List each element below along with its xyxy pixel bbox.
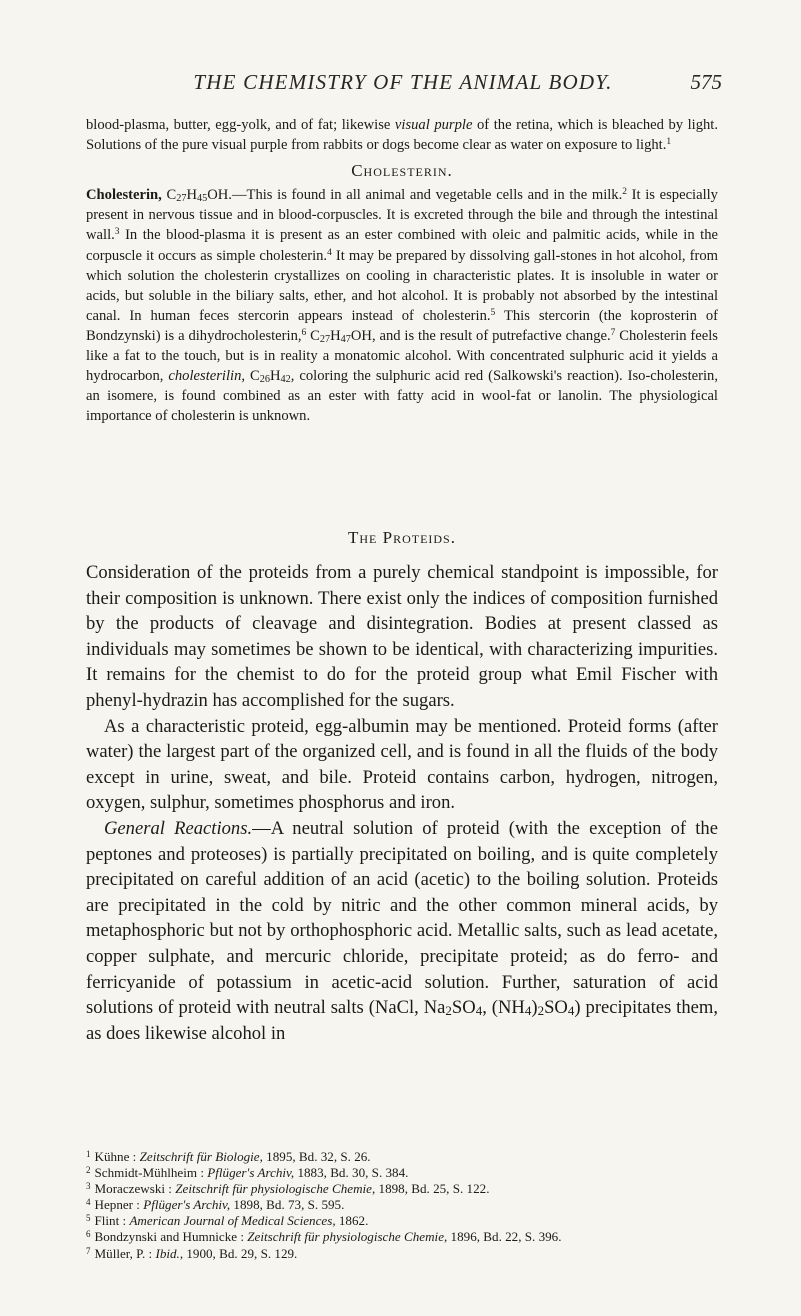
footnote: $^6$ Bondzynski and Humnicke : Zeitschrift für physiologische Chemie, 1896, Bd. 22, S. 396. — [86, 1229, 562, 1245]
small-print-section — [86, 115, 718, 426]
cholesterin-text: —This is found in all animal and vegetable cells and in the milk. — [231, 187, 623, 204]
footnote-ref: 5 — [490, 307, 496, 318]
footnote: $^5$ Flint : American Journal of Medical Sciences, 1862. — [86, 1213, 369, 1229]
footnote-ref: 4 — [327, 247, 332, 258]
footnote: $^7$ Müller, P. : Ibid., 1900, Bd. 29, S. 129. — [86, 1245, 298, 1261]
footnote-ref: 1 — [666, 137, 672, 148]
footnote: $^2$ Schmidt-Mühlheim : Pflüger's Archiv, 1883, Bd. 30, S. 384. — [86, 1165, 409, 1181]
cholesterin-text: This stercorin (the koprosterin of Bondzynski) is a dihydrocholesterin, — [86, 307, 718, 344]
proteids-paragraph-1: Consideration of the proteids from a purely chemical standpoint is impossible, for their composition is unknown. There exist only the indices of composition furnished by the products of cleavage and disintegration. Bodies at present classed as individuals may sometimes be shown to be identical, with characterizing impurities. It remains for the chemist to do for the proteid group what Emil Fischer with phenyl-hydrazin has accomplished for the sugars. — [86, 562, 718, 711]
intro-text-cont: of the retina, which is bleached by light. Solutions of the pure visual purple from rabbits or dogs become clear as water on exposure to light. — [86, 117, 718, 154]
cholesterin-paragraph — [86, 185, 718, 426]
footnote-ref: 3 — [114, 227, 120, 238]
cholesterilin-formula: $C_{26}H_{42}$, coloring the sulphuric acid red (Salkowski's reaction). Iso-cholesterin, an isomere, is found combined as an ester with fatty acid in wool-fat or lanolin. The physiological importance of cholesterin is unknown. — [86, 368, 718, 425]
dihydro-formula: $C_{27}H_{47}OH$, and is the result of putrefactive change. — [306, 327, 611, 345]
reactions-text-end: ) precipitates them, as does likewise alcohol in — [86, 997, 718, 1044]
footnote: $^4$ Hepner : Pflüger's Archiv, 1898, Bd. 73, S. 595. — [86, 1197, 345, 1213]
proteids-heading: The Proteids. — [347, 528, 456, 547]
proteids-paragraph-2: As a characteristic proteid, egg-albumin may be mentioned. Proteid forms (after water) the largest part of the organized cell, and is found in all the fluids of the body except in urine, sweat, and bile. Proteid contains carbon, hydrogen, nitrogen, oxygen, sulphur, sometimes phosphorus and iron. — [86, 715, 718, 814]
intro-text: blood-plasma, butter, egg-yolk, and of fat; likewise — [86, 117, 395, 133]
cholesterin-term: Cholesterin, — [86, 187, 162, 204]
cholesterilin-term: cholesterilin, — [168, 368, 246, 385]
cholesterin-text: It is especially present in nervous tissue and in blood-corpuscles. It is excreted through the bile and through the intestinal wall. — [86, 187, 718, 244]
general-reactions-lead: General Reactions. — [104, 817, 253, 839]
footnotes — [86, 1149, 718, 1262]
reactions-text: —A neutral solution of proteid (with the exception of the peptones and proteoses) is partially precipitated on boiling, and is quite completely precipitated on careful addition of an acid (acetic) to the boiling solution. Proteids are precipitated in the cold by nitric and the other common mineral acids, by metaphosphoric but not by orthophosphoric acid. Metallic salts, such as lead acetate, copper sulphate, and mercuric chloride, precipitate proteid; as do ferro- and ferricyanide of potassium in acetic-acid solution. Further, saturation of acid solutions of proteid with neutral salts (NaCl, Na — [86, 817, 718, 1019]
cholesterin-heading: Cholesterin. — [351, 161, 453, 181]
running-head: THE CHEMISTRY OF THE ANIMAL BODY. — [193, 70, 613, 94]
cholesterin-text: Cholesterin feels like a fat to the touch, but is in reality a monatomic alcohol. With concentrated sulphuric acid it yields a hydrocarbon, — [86, 327, 718, 385]
page-number: 575 — [690, 70, 722, 94]
footnote: $^1$ Kühne : Zeitschrift für Biologie, 1895, Bd. 32, S. 26. — [86, 1149, 371, 1164]
footnote-ref: 2 — [622, 187, 627, 198]
footnote-ref: 7 — [610, 327, 616, 338]
cholesterin-text: It may be prepared by dissolving gall-stones in hot alcohol, from which solution the cholesterin crystallizes on cooling in characteristic plates. It is insoluble in water or acids, but soluble in the biliary salts, ether, and hot alcohol. It is probably not absorbed by the intestinal canal. In human feces stercorin appears instead of cholesterin. — [86, 247, 718, 324]
footnote-ref: 6 — [301, 327, 307, 338]
intro-paragraph — [86, 115, 718, 155]
footnote: $^3$ Moraczewski : Zeitschrift für physiologische Chemie, 1898, Bd. 25, S. 122. — [86, 1181, 490, 1197]
cholesterin-text: In the blood-plasma it is present as an ester combined with oleic and palmitic acids, while in the corpuscle it occurs as simple cholesterin. — [86, 227, 718, 264]
page-header — [84, 70, 722, 98]
cholesterin-formula: $C_{27}H_{45}OH$. — [166, 187, 232, 205]
proteids-paragraph-3: General Reactions.—A neutral solution of proteid (with the exception of the peptones and proteoses) is partially precipitated on boiling, and is quite completely precipitated on careful addition of an acid (acetic) to the boiling solution. Proteids are precipitated in the cold by nitric and the other common mineral acids, by metaphosphoric but not by orthophosphoric acid. Metallic salts, such as lead acetate, copper sulphate, and mercuric chloride, precipitate proteid; as do ferro- and ferricyanide of potassium in acetic-acid solution. Further, saturation of acid solutions of proteid with neutral salts (NaCl, $Na_2SO_4$, $(NH_4)_2SO_4$) precipitates them, as does likewise alcohol in — [86, 817, 718, 1044]
visual-purple-term: visual purple — [394, 117, 473, 133]
proteids-section — [86, 560, 718, 1046]
